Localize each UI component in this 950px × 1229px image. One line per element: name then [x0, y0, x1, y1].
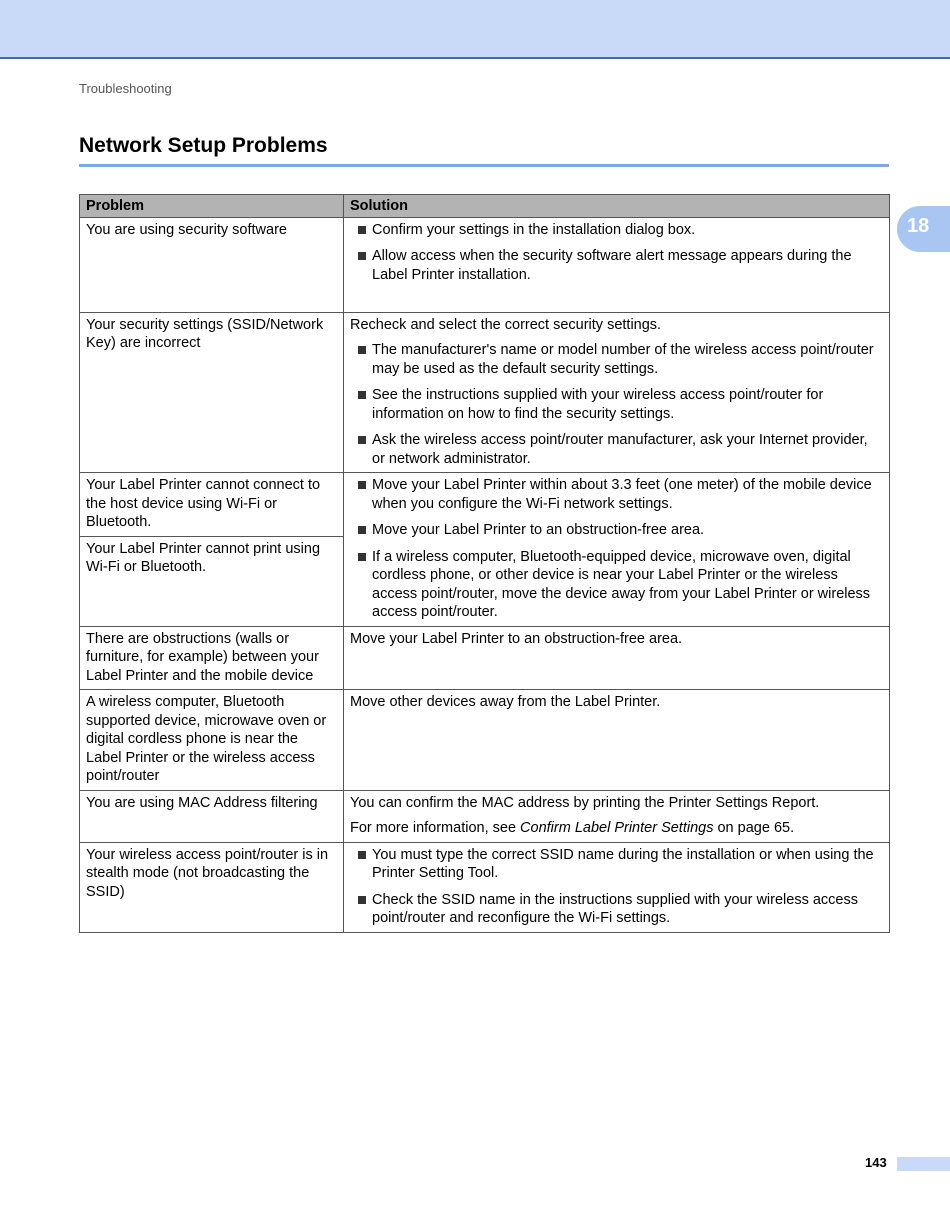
- solution-lead-text: Recheck and select the correct security settings.: [350, 316, 662, 333]
- list-item: [350, 221, 883, 240]
- square-bullet-icon: [358, 391, 366, 399]
- list-item: [350, 247, 883, 284]
- page-number: 143: [865, 1155, 887, 1170]
- bullet-text: The manufacturer's name or model number of the wireless access point/router may be used as the default security settings.: [372, 342, 874, 377]
- table-row: [80, 626, 890, 690]
- bullet-list: [350, 846, 883, 928]
- square-bullet-icon: [358, 896, 366, 904]
- running-head: Troubleshooting: [79, 81, 172, 96]
- bullet-text: Move your Label Printer to an obstruction-free area.: [372, 522, 705, 538]
- header-band: [0, 0, 950, 59]
- list-item: [350, 891, 883, 928]
- bullet-text: Ask the wireless access point/router manufacturer, ask your Internet provider, or network administrator.: [372, 432, 868, 467]
- problem-text: You are using MAC Address filtering: [86, 794, 318, 811]
- solution-text: Move other devices away from the Label Printer.: [350, 694, 661, 710]
- bullet-list: [350, 221, 883, 285]
- problem-text: A wireless computer, Bluetooth supported device, microwave oven or digital cordless phone is near the Label Printer or the wireless access point/router: [86, 694, 327, 784]
- problem-cell: [80, 312, 344, 473]
- problem-cell: [80, 790, 344, 842]
- list-item: [350, 341, 883, 378]
- title-rule: [79, 164, 889, 167]
- table-row: [80, 842, 890, 932]
- problem-cell: [80, 842, 344, 932]
- bullet-text: You must type the correct SSID name during the installation or when using the Printer Setting Tool.: [372, 846, 874, 881]
- square-bullet-icon: [358, 481, 366, 489]
- list-item: [350, 386, 883, 423]
- problem-text: You are using security software: [86, 221, 287, 238]
- solution-cell: [344, 626, 890, 690]
- chapter-number: 18: [907, 215, 930, 237]
- list-item: [350, 431, 883, 468]
- list-item: [350, 476, 883, 513]
- bullet-text: Move your Label Printer within about 3.3 feet (one meter) of the mobile device when you configure the Wi-Fi network settings.: [372, 477, 872, 512]
- table-row: [80, 473, 890, 537]
- problem-cell: [80, 626, 344, 690]
- problem-cell: [80, 217, 344, 312]
- bullet-text: See the instructions supplied with your wireless access point/router for information on how to find the security settings.: [372, 387, 824, 422]
- solution-cell: [344, 217, 890, 312]
- square-bullet-icon: [358, 526, 366, 534]
- solution-cell: [344, 473, 890, 627]
- table-row: [80, 790, 890, 842]
- bullet-list: [350, 476, 883, 622]
- problem-text: Your security settings (SSID/Network Key) are incorrect: [86, 316, 324, 351]
- problem-text: There are obstructions (walls or furniture, for example) between your Label Printer and the mobile device: [86, 630, 319, 684]
- solution-reference: [350, 819, 883, 838]
- reference-link[interactable]: Confirm Label Printer Settings: [520, 820, 714, 836]
- column-header-solution: Solution: [344, 195, 890, 218]
- table-row: [80, 690, 890, 791]
- list-item: [350, 846, 883, 883]
- square-bullet-icon: [358, 252, 366, 260]
- reference-suffix: on page 65.: [713, 820, 795, 836]
- square-bullet-icon: [358, 553, 366, 561]
- bullet-text: If a wireless computer, Bluetooth-equipped device, microwave oven, digital cordless phone, or other device is near your Label Printer or the wireless access point/router, move the device away from your Label Printer or wireless access point/router.: [372, 548, 871, 620]
- troubleshooting-table: [79, 194, 890, 933]
- bullet-text: Confirm your settings in the installation dialog box.: [372, 221, 696, 238]
- solution-text: Move your Label Printer to an obstruction-free area.: [350, 630, 683, 647]
- solution-text: You can confirm the MAC address by printing the Printer Settings Report.: [350, 794, 820, 811]
- solution-cell: [344, 690, 890, 791]
- solution-cell: [344, 790, 890, 842]
- table-header-row: [80, 195, 890, 218]
- reference-prefix: For more information, see: [350, 820, 521, 836]
- square-bullet-icon: [358, 346, 366, 354]
- footer-band: [897, 1157, 950, 1171]
- list-item: [350, 548, 883, 622]
- problem-text: Your Label Printer cannot connect to the host device using Wi-Fi or Bluetooth.: [86, 477, 321, 530]
- solution-cell: [344, 842, 890, 932]
- column-header-problem: Problem: [80, 195, 344, 218]
- section-title: Network Setup Problems: [79, 134, 328, 157]
- square-bullet-icon: [358, 226, 366, 234]
- table-row: [80, 312, 890, 473]
- problem-cell: [80, 536, 344, 626]
- problem-cell: [80, 690, 344, 791]
- problem-text: Your Label Printer cannot print using Wi-Fi or Bluetooth.: [86, 540, 321, 575]
- list-item: [350, 521, 883, 540]
- bullet-list: [350, 341, 883, 468]
- square-bullet-icon: [358, 436, 366, 444]
- square-bullet-icon: [358, 851, 366, 859]
- bullet-text: Check the SSID name in the instructions supplied with your wireless access point/router and reconfigure the Wi-Fi settings.: [372, 891, 858, 926]
- solution-cell: [344, 312, 890, 473]
- problem-text: Your wireless access point/router is in stealth mode (not broadcasting the SSID): [86, 846, 329, 900]
- bullet-text: Allow access when the security software alert message appears during the Label Printer installation.: [372, 248, 852, 283]
- problem-cell: [80, 473, 344, 537]
- table-row: [80, 217, 890, 312]
